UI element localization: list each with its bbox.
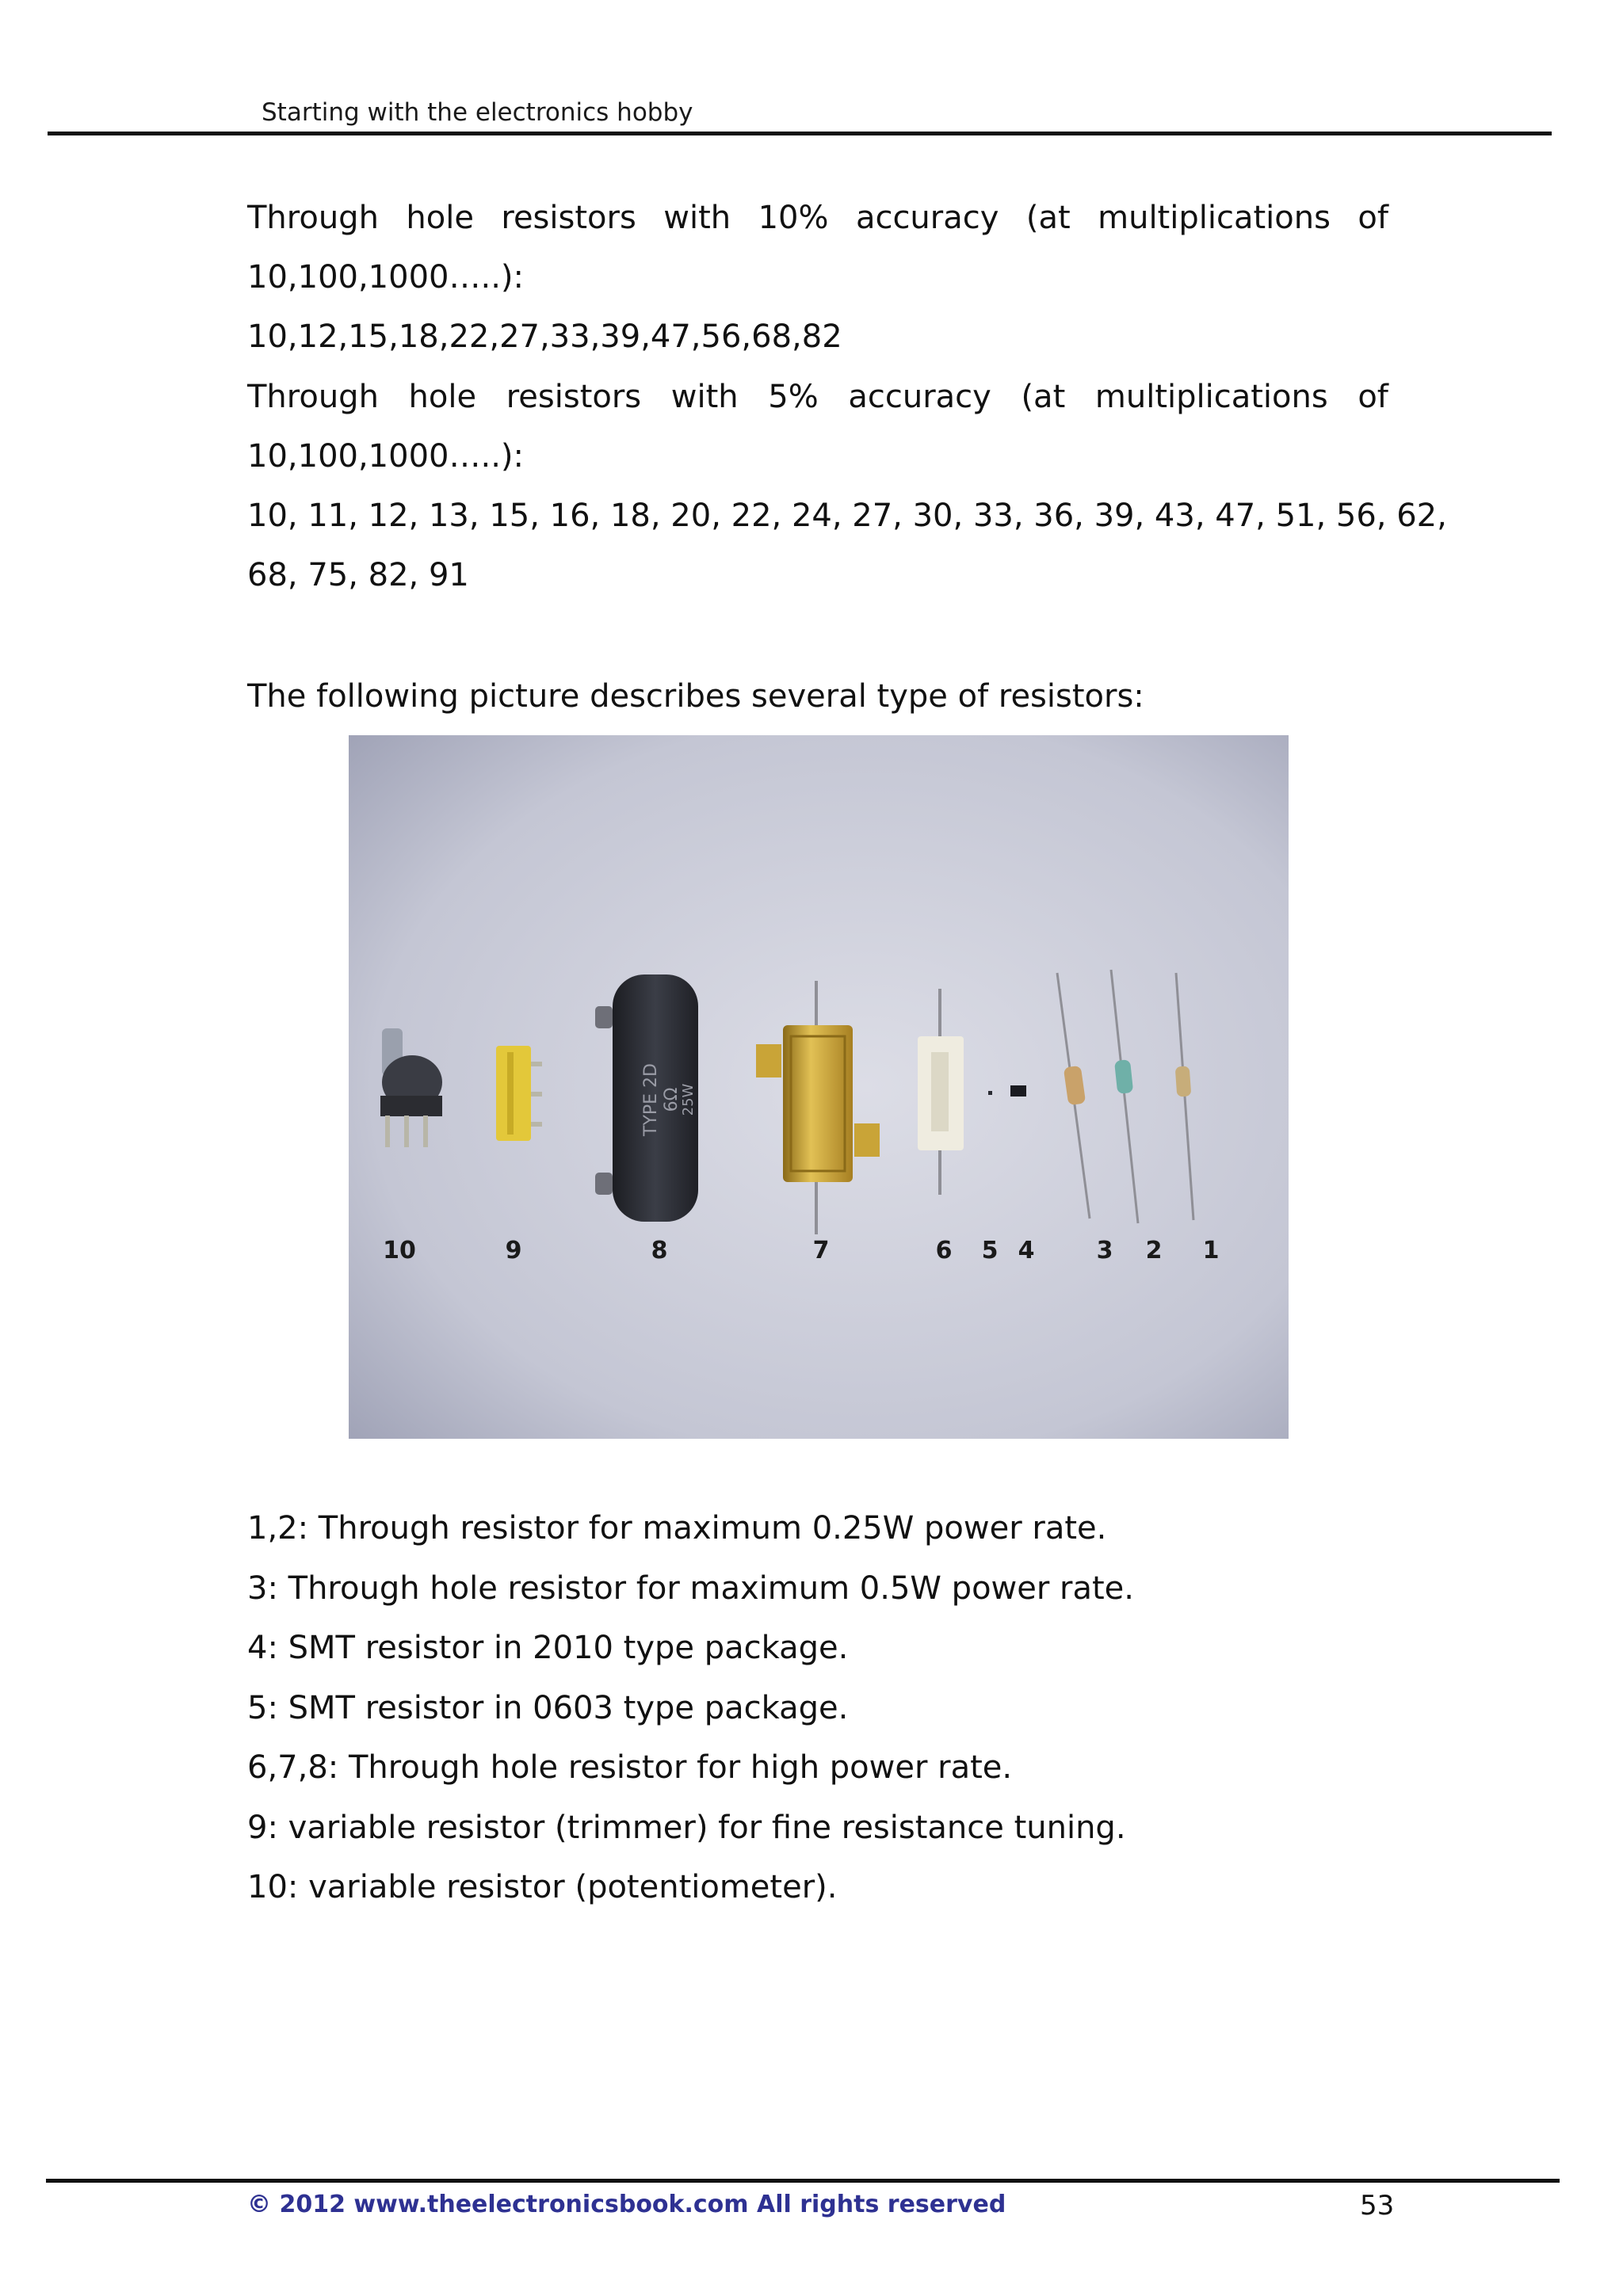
word: 10% bbox=[758, 200, 829, 236]
footer-rule bbox=[46, 2179, 1560, 2183]
tolerance-10-values: 10,12,15,18,22,27,33,39,47,56,68,82 bbox=[247, 318, 842, 355]
word: Through bbox=[247, 379, 379, 415]
legend-item: 6,7,8: Through hole resistor for high power rate. bbox=[247, 1749, 1013, 1786]
word: multiplications bbox=[1094, 379, 1328, 415]
picture-intro-text: The following picture describes several type of resistors: bbox=[247, 678, 1144, 715]
photo-label: 3 bbox=[1096, 1237, 1113, 1264]
tolerance-10-line1 bbox=[247, 189, 1388, 248]
word: of bbox=[1358, 200, 1388, 236]
photo-label: 9 bbox=[505, 1237, 522, 1264]
tolerance-5-block bbox=[247, 368, 1447, 605]
header-rule bbox=[48, 132, 1552, 135]
photo-label: 1 bbox=[1202, 1237, 1220, 1264]
word: accuracy bbox=[848, 379, 991, 415]
photo-label: 10 bbox=[383, 1237, 416, 1264]
smt-2010-icon bbox=[1010, 1085, 1026, 1097]
legend-item: 9: variable resistor (trimmer) for fine resistance tuning. bbox=[247, 1809, 1126, 1846]
legend-item: 4: SMT resistor in 2010 type package. bbox=[247, 1630, 849, 1666]
component-ohm-text: 6Ω bbox=[662, 1087, 682, 1112]
legend-item: 10: variable resistor (potentiometer). bbox=[247, 1869, 838, 1905]
word: Through bbox=[247, 200, 379, 236]
legend-item: 5: SMT resistor in 0603 type package. bbox=[247, 1689, 849, 1726]
tolerance-5-values-line1: 10, 11, 12, 13, 15, 16, 18, 20, 22, 24, 27, 30, 33, 36, 39, 43, 47, 51, 56, 62, bbox=[247, 498, 1447, 534]
word: with bbox=[663, 200, 731, 236]
word: multiplications bbox=[1098, 200, 1331, 236]
word: of bbox=[1358, 379, 1388, 415]
word: hole bbox=[408, 379, 477, 415]
word: (at bbox=[1025, 200, 1071, 236]
word: with bbox=[670, 379, 739, 415]
photo-label: 7 bbox=[812, 1237, 830, 1264]
photo-label: 5 bbox=[981, 1237, 999, 1264]
photo-label: 2 bbox=[1145, 1237, 1163, 1264]
footer-rights: All rights reserved bbox=[757, 2191, 1006, 2218]
tolerance-5-line2: 10,100,1000…..): bbox=[247, 438, 524, 475]
word: resistors bbox=[506, 379, 642, 415]
word: (at bbox=[1021, 379, 1066, 415]
footer-copyright bbox=[247, 2191, 1006, 2218]
legend-item: 1,2: Through resistor for maximum 0.25W power rate. bbox=[247, 1510, 1107, 1547]
word: accuracy bbox=[855, 200, 999, 236]
word: 5% bbox=[768, 379, 819, 415]
word: hole bbox=[406, 200, 474, 236]
smt-0603-icon bbox=[988, 1091, 992, 1095]
tolerance-5-line1 bbox=[247, 368, 1388, 427]
tolerance-10-line2: 10,100,1000…..): bbox=[247, 259, 524, 296]
component-watt-text: 25W bbox=[680, 1083, 697, 1116]
tolerance-5-values-line2: 68, 75, 82, 91 bbox=[247, 557, 469, 593]
word: resistors bbox=[501, 200, 636, 236]
resistor-photo bbox=[349, 735, 1289, 1439]
footer-site: © 2012 www.theelectronicsbook.com bbox=[247, 2191, 749, 2218]
picture-intro bbox=[247, 667, 1388, 727]
legend-item: 3: Through hole resistor for maximum 0.5W power rate. bbox=[247, 1569, 1134, 1607]
resistor-legend bbox=[247, 1499, 1134, 1918]
header-title: Starting with the electronics hobby bbox=[262, 98, 693, 127]
photo-label: 4 bbox=[1018, 1237, 1035, 1264]
photo-label: 6 bbox=[935, 1237, 953, 1264]
tolerance-10-block bbox=[247, 189, 1388, 367]
component-type-text: TYPE 2D bbox=[641, 1063, 661, 1136]
resistor-photo-drawing bbox=[349, 735, 1289, 1439]
page-number: 53 bbox=[1360, 2190, 1395, 2222]
photo-label: 8 bbox=[651, 1237, 668, 1264]
